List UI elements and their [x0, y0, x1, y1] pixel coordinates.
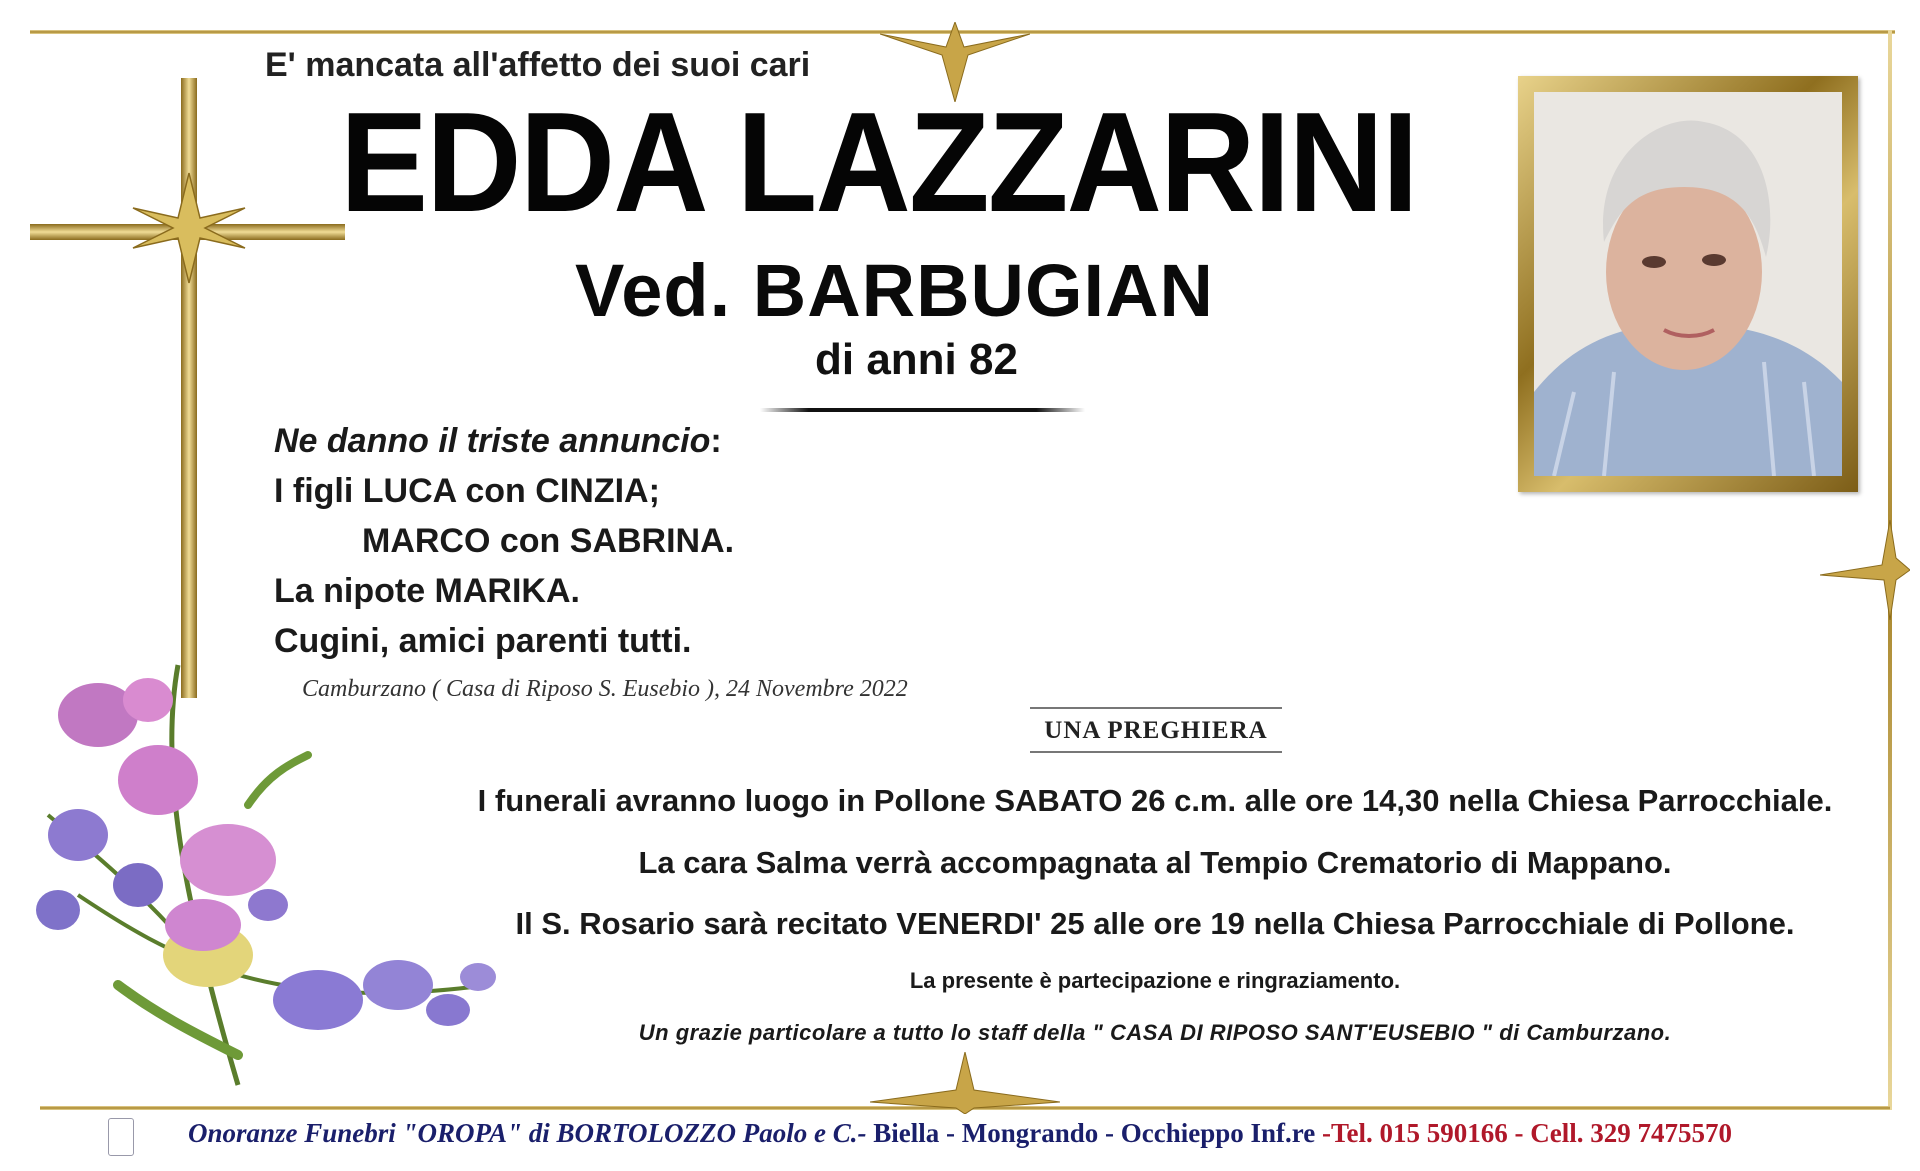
announcement-line: I figli LUCA con CINZIA;	[274, 472, 660, 510]
prayer-label: UNA PREGHIERA	[1044, 717, 1268, 744]
announcement-heading-colon: :	[710, 422, 722, 460]
announcement-line: La nipote MARIKA.	[274, 572, 580, 610]
footer-phones: -Tel. 015 590166 - Cell. 329 7475570	[1322, 1118, 1732, 1148]
deceased-age: di anni 82	[815, 335, 1018, 384]
divider	[760, 408, 1085, 412]
funeral-info-line: Il S. Rosario sarà recitato VENERDI' 25 alle ore 19 nella Chiesa Parrocchiale di Pollone.	[515, 906, 1795, 941]
announcement-line: Cugini, amici parenti tutti.	[274, 622, 692, 660]
funeral-info-line: La cara Salma verrà accompagnata al Tempio Crematorio di Mappano.	[638, 845, 1672, 880]
portrait-photo	[1534, 92, 1842, 476]
prayer-box	[1030, 707, 1282, 753]
footer-agency-name: Onoranze Funebri "OROPA" di BORTOLOZZO Paolo e C.-	[187, 1118, 867, 1148]
gold-star-icon	[1820, 520, 1910, 620]
gold-star-icon	[870, 1052, 1060, 1114]
intro-text: E' mancata all'affetto dei suoi cari	[265, 46, 811, 84]
married-name: Ved. BARBUGIAN	[575, 249, 1214, 332]
funeral-info-line: I funerali avranno luogo in Pollone SABATO 26 c.m. alle ore 14,30 nella Chiesa Parrocchiale.	[477, 783, 1833, 818]
announcement-heading	[274, 422, 722, 461]
participation-note: La presente è partecipazione e ringraziamento.	[909, 968, 1401, 993]
announcement-line: MARCO con SABRINA.	[362, 522, 735, 560]
thanks-note: Un grazie particolare a tutto lo staff della " CASA DI RIPOSO SANT'EUSEBIO " di Camburzano.	[638, 1020, 1672, 1045]
place-date: Camburzano ( Casa di Riposo S. Eusebio ), 24 Novembre 2022	[302, 676, 908, 702]
footer-agency	[0, 1118, 1920, 1149]
photo-frame	[1518, 76, 1858, 492]
deceased-name: EDDA LAZZARINI	[340, 83, 1417, 242]
footer-locations: Biella - Mongrando - Occhieppo Inf.re	[866, 1118, 1323, 1148]
prayer-rule-bottom	[1030, 751, 1282, 753]
announcement-heading-text: Ne danno il triste annuncio	[274, 422, 711, 460]
